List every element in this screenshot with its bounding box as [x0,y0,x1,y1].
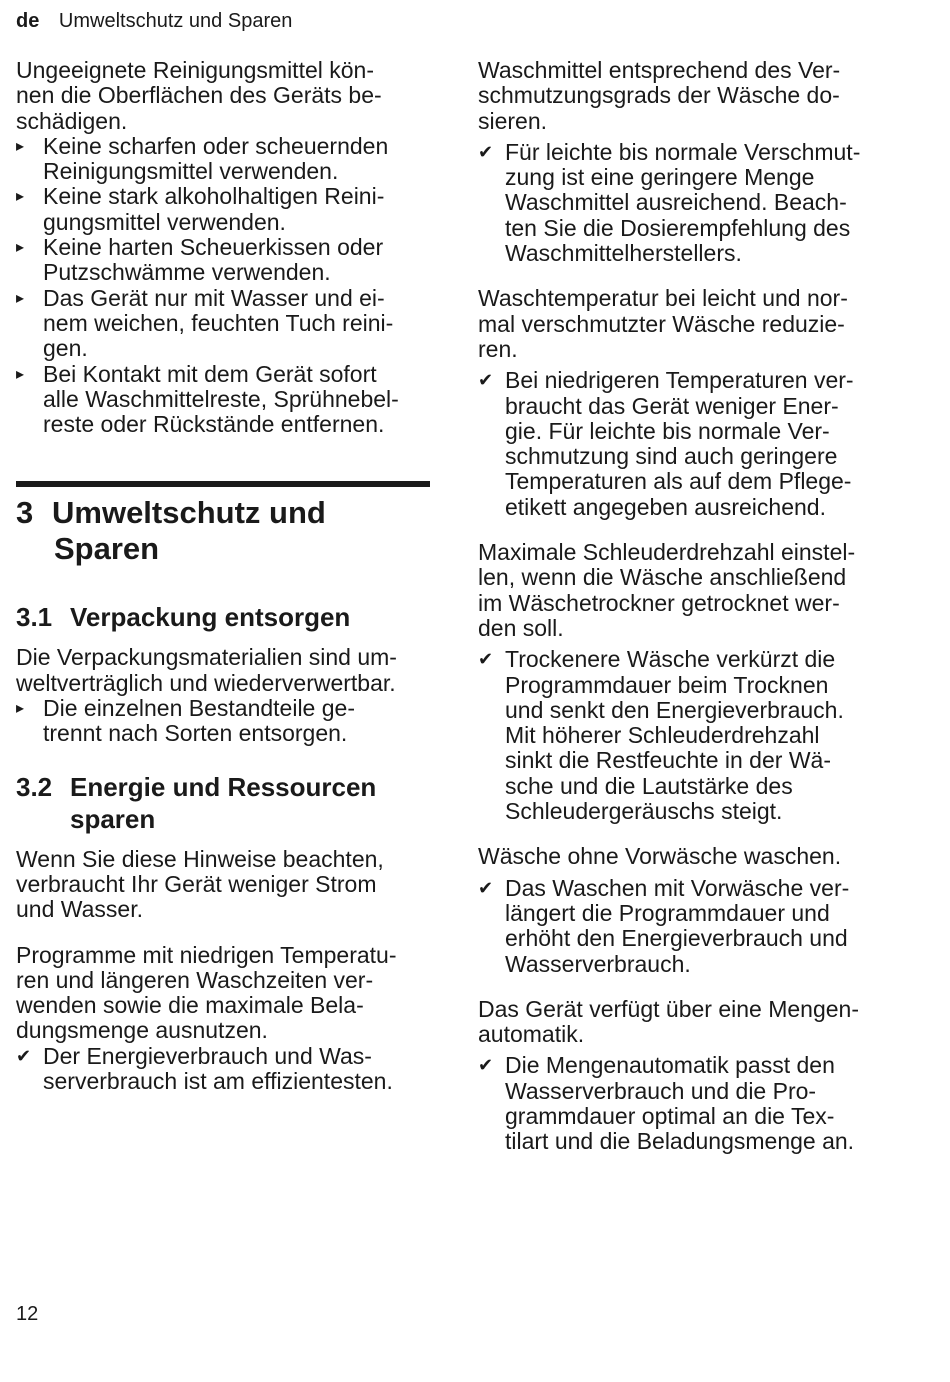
text-line: verbraucht Ihr Gerät weniger Strom [16,870,377,897]
text-line: Wasserverbrauch. [505,950,691,977]
saving-tip-paragraph [478,844,910,869]
text-line: Waschmittelherstellers. [505,240,742,267]
text-line: Der Energieverbrauch und Was- [43,1042,372,1069]
cleaning-instruction-list [16,134,436,438]
text-line: Bei niedrigeren Temperaturen ver- [505,367,854,394]
instruction-item [16,134,436,185]
text-line: reste oder Rückstände entfernen. [43,411,385,438]
checkmark-icon: ✔ [478,877,494,898]
text-line: Mit höherer Schleuderdrehzahl [505,722,820,749]
section-title: Verpackung entsorgen [70,602,351,633]
text-line: alle Waschmittelreste, Sprühnebel- [43,385,399,412]
text-line: braucht das Gerät weniger Ener- [505,392,839,419]
text-line: schmutzungsgrads der Wäsche do- [478,82,840,109]
section-number: 3.2 [16,771,53,802]
text-line: Putzschwämme verwenden. [43,259,331,286]
header-title: Umweltschutz und Sparen [58,10,293,32]
text-line: tilart und die Beladungsmenge an. [505,1128,855,1155]
text-line: grammdauer optimal an die Tex- [505,1102,835,1129]
text-line: gungsmittel verwenden. [43,208,286,235]
saving-tip-result [478,876,910,977]
result-item [16,1044,436,1095]
checkmark-icon: ✔ [478,370,494,391]
checkmark-icon: ✔ [478,141,494,162]
left-column [16,58,436,1094]
text-line: nem weichen, feuchten Tuch reini- [43,309,394,336]
section-title-line1: Energie und Ressourcen [70,771,377,802]
text-line: ren und längeren Waschzeiten ver- [16,966,374,993]
text-line: Das Gerät verfügt über eine Mengen- [478,995,859,1022]
text-line: ren. [478,335,518,362]
text-line: gie. Für leichte bis normale Ver- [505,417,830,444]
section-number: 3.1 [16,602,53,633]
text-line: etikett angegeben ausreichend. [505,493,826,520]
text-line: sinkt die Restfeuchte in der Wä- [505,747,831,774]
text-line: erhöht den Energieverbrauch und [505,925,848,952]
text-line: trennt nach Sorten entsorgen. [43,720,348,747]
section-heading-3-1 [16,601,436,633]
text-line: Für leichte bis normale Verschmut- [505,138,861,165]
text-line: im Wäschetrockner getrocknet wer- [478,589,840,616]
text-line: Wäsche ohne Vorwäsche waschen. [478,843,842,870]
text-line: zung ist eine geringere Menge [505,164,815,191]
text-line: Reinigungsmittel verwenden. [43,158,339,185]
text-line: Ungeeignete Reinigungsmittel kön- [16,57,374,83]
text-line: Das Gerät nur mit Wasser und ei- [43,284,385,311]
energy-intro-paragraph [16,847,436,923]
text-line: Wenn Sie diese Hinweise beachten, [16,845,384,872]
instruction-item [16,286,436,362]
result-item [478,876,910,977]
triangle-right-icon: ▸ [16,239,25,257]
text-line: weltverträglich und wiederverwertbar. [16,669,396,696]
checkmark-icon: ✔ [16,1045,32,1066]
text-line: sieren. [478,107,548,134]
text-line: gen. [43,335,88,362]
text-line: den soll. [478,614,564,641]
result-item [478,368,910,520]
text-line: Die einzelnen Bestandteile ge- [43,695,355,722]
text-line: Bei Kontakt mit dem Gerät sofort [43,360,377,387]
result-item [478,1053,910,1154]
text-line: schmutzung sind auch geringere [505,443,838,470]
section-title-line2: sparen [70,803,156,834]
chapter-title-line1: Umweltschutz und [52,495,326,531]
text-line: Keine scharfen oder scheuernden [43,132,389,159]
text-line: Waschtemperatur bei leicht und nor- [478,285,848,312]
saving-tip-result [478,140,910,266]
triangle-right-icon: ▸ [16,365,25,383]
text-line: dungsmenge ausnutzen. [16,1017,268,1044]
triangle-right-icon: ▸ [16,137,25,155]
text-line: Waschmittel entsprechend des Ver- [478,57,841,83]
saving-tip-paragraph [478,540,910,641]
text-line: Maximale Schleuderdrehzahl einstel- [478,539,856,566]
packaging-paragraph [16,645,436,696]
result-item [478,140,910,266]
text-line: Programmdauer beim Trocknen [505,671,829,698]
text-line: len, wenn die Wäsche anschließend [478,564,847,591]
text-line: mal verschmutzter Wäsche reduzie- [478,310,845,337]
saving-tip-paragraph [478,997,910,1048]
text-line: Die Verpackungsmaterialien sind um- [16,644,397,671]
text-line: und senkt den Energieverbrauch. [505,696,844,723]
page-number: 12 [16,1303,39,1325]
text-line: Die Mengenautomatik passt den [505,1052,835,1079]
text-line: Keine harten Scheuerkissen oder [43,234,384,261]
text-line: Programme mit niedrigen Temperatu- [16,941,397,968]
text-line: Keine stark alkoholhaltigen Reini- [43,183,385,210]
running-header [16,8,292,34]
triangle-right-icon: ▸ [16,289,25,307]
checkmark-icon: ✔ [478,1055,494,1076]
right-column [478,58,910,1155]
packaging-instruction-list [16,696,436,747]
section-heading-3-2 [16,771,436,835]
text-line: sche und die Lautstärke des [505,772,793,799]
chapter-heading [16,495,436,567]
text-line: ten Sie die Dosierempfehlung des [505,214,851,241]
text-line: Trockenere Wäsche verkürzt die [505,646,836,673]
chapter-title-line2: Sparen [54,531,160,567]
text-line: Das Waschen mit Vorwäsche ver- [505,874,850,901]
text-line: wenden sowie die maximale Bela- [16,992,364,1019]
text-line: Waschmittel ausreichend. Beach- [505,189,847,216]
text-line: nen die Oberflächen des Geräts be- [16,82,382,109]
energy-programs-paragraph [16,943,436,1044]
instruction-item [16,362,436,438]
text-line: längert die Programmdauer und [505,899,830,926]
result-item [478,647,910,824]
chapter-number: 3 [16,495,34,531]
saving-tip-paragraph [478,286,910,362]
saving-tip-result [478,368,910,520]
triangle-right-icon: ▸ [16,700,25,718]
saving-tip-result [478,1053,910,1154]
chapter-rule [16,481,430,487]
intro-paragraph [16,58,436,134]
checkmark-icon: ✔ [478,649,494,670]
instruction-item [16,184,436,235]
instruction-item [16,235,436,286]
text-line: und Wasser. [16,896,143,923]
text-line: schädigen. [16,107,128,134]
language-code: de [16,10,40,32]
text-line: Schleudergeräuschs steigt. [505,798,783,825]
triangle-right-icon: ▸ [16,188,25,206]
text-line: Wasserverbrauch und die Pro- [505,1077,817,1104]
saving-tip-paragraph [478,58,910,134]
text-line: Temperaturen als auf dem Pflege- [505,468,852,495]
instruction-item [16,696,436,747]
saving-tip-result [478,647,910,824]
energy-result-list [16,1044,436,1095]
text-line: serverbrauch ist am effizientesten. [43,1068,393,1095]
text-line: automatik. [478,1021,585,1048]
